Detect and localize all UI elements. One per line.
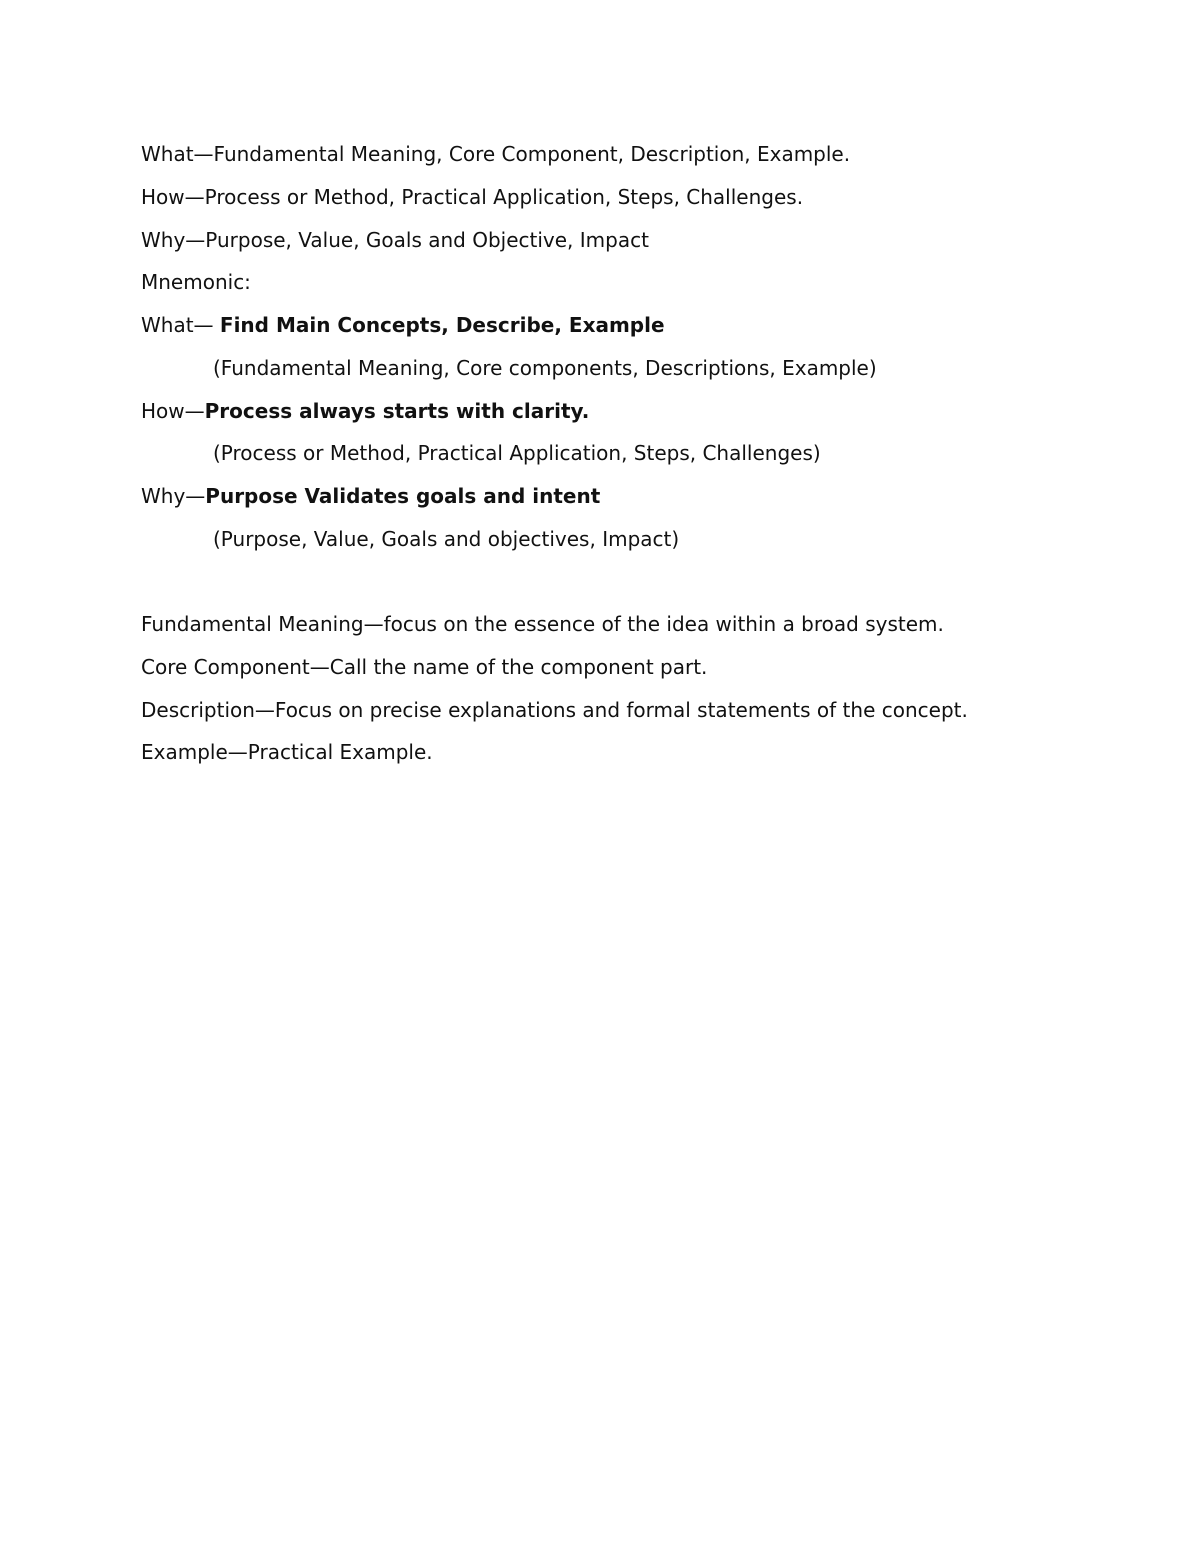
mnemonic-how-prefix: How— [141,399,205,423]
overview-what-line: What—Fundamental Meaning, Core Component, Description, Example. [141,142,851,166]
overview-why-line: Why—Purpose, Value, Goals and Objective, Impact [141,228,649,252]
mnemonic-what-expansion: (Fundamental Meaning, Core components, Descriptions, Example) [213,356,877,380]
mnemonic-what-prefix: What— [141,313,220,337]
definition-fundamental-meaning: Fundamental Meaning—focus on the essence of the idea within a broad system. [141,612,944,636]
definition-core-component: Core Component—Call the name of the component part. [141,655,708,679]
mnemonic-why-line [141,483,600,509]
overview-how-line: How—Process or Method, Practical Application, Steps, Challenges. [141,185,804,209]
definition-description: Description—Focus on precise explanations and formal statements of the concept. [141,698,968,722]
mnemonic-how-phrase: Process always starts with clarity. [204,399,590,423]
mnemonic-how-line [141,398,589,424]
mnemonic-how-expansion: (Process or Method, Practical Application, Steps, Challenges) [213,441,821,465]
mnemonic-why-prefix: Why— [141,484,206,508]
mnemonic-what-phrase: Find Main Concepts, Describe, Example [219,313,665,337]
mnemonic-what-line [141,312,665,338]
mnemonic-why-expansion: (Purpose, Value, Goals and objectives, Impact) [213,527,680,551]
mnemonic-label: Mnemonic: [141,270,251,294]
definition-example: Example—Practical Example. [141,740,433,764]
mnemonic-why-phrase: Purpose Validates goals and intent [205,484,601,508]
